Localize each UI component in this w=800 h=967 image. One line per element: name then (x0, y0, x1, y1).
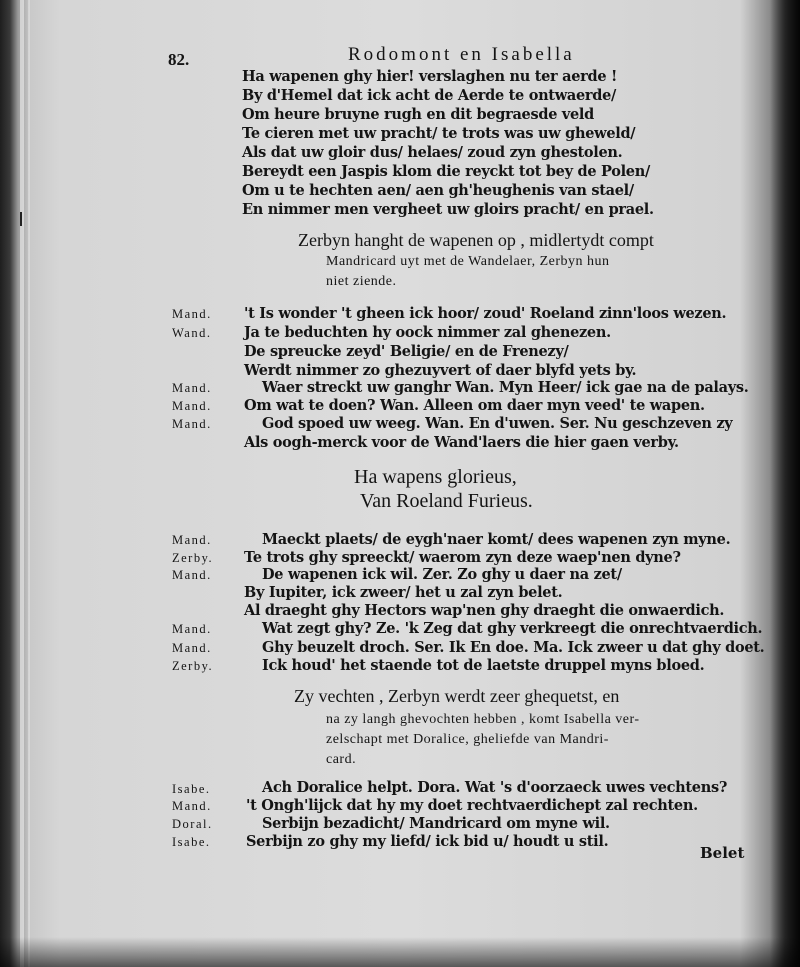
stage-direction: card. (326, 752, 357, 767)
verse-line: Te cieren met uw pracht/ te trots was uw gheweld/ (242, 125, 636, 142)
dialogue-line: Maeckt plaets/ de eygh'naer komt/ dees wapenen zyn myne. (262, 531, 731, 548)
verse-line: By d'Hemel dat ick acht de Aerde te ontwaerde/ (242, 87, 617, 104)
gutter-shadow (770, 0, 800, 967)
dialogue-line: 't Ongh'lijck dat hy my doet rechtvaerdichept zal rechten. (246, 797, 698, 814)
stage-direction: niet ziende. (326, 274, 397, 289)
speaker: Mand. (172, 533, 212, 547)
dialogue-line: Te trots ghy spreeckt/ waerom zyn deze waep'nen dyne? (244, 549, 681, 566)
stage-direction: Mandricard uyt met de Wandelaer, Zerbyn hun (326, 254, 610, 269)
stage-direction: zelschapt met Doralice, gheliefde van Mandri- (326, 732, 609, 747)
dialogue-line: Ick houd' het staende tot de laetste druppel myns bloed. (262, 657, 705, 674)
verse-line: Ha wapenen ghy hier! verslaghen nu ter aerde ! (242, 68, 618, 85)
dialogue-line: Wat zegt ghy? Ze. 'k Zeg dat ghy verkreegt die onrechtvaerdich. (262, 620, 763, 637)
dialogue-line: Al draeght ghy Hectors wap'nen ghy draeght die onwaerdich. (244, 602, 725, 619)
dialogue-line: Om wat te doen? Wan. Alleen om daer myn veed' te wapen. (244, 397, 705, 414)
speaker: Doral. (172, 817, 213, 831)
margin-mark (20, 212, 22, 226)
dialogue-line: God spoed uw weeg. Wan. En d'uwen. Ser. Nu geschzeven zy (262, 415, 733, 432)
speaker: Mand. (172, 641, 212, 655)
stage-direction: Zerbyn hanght de wapenen op , midlertydt compt (298, 230, 654, 250)
dialogue-line: By Iupiter, ick zweer/ het u zal zyn belet. (244, 584, 563, 601)
catchword: Belet (700, 844, 745, 862)
bottom-shadow (0, 937, 800, 967)
dialogue-line: Serbijn bezadicht/ Mandricard om myne wil. (262, 815, 610, 832)
dialogue-line: 't Is wonder 't gheen ick hoor/ zoud' Roeland zinn'loos wezen. (244, 305, 727, 322)
verse-line: Als dat uw gloir dus/ helaes/ zoud zyn ghestolen. (242, 144, 623, 161)
dialogue-line: Ja te beduchten hy oock nimmer zal ghenezen. (244, 324, 611, 341)
running-head: Rodomont en Isabella (348, 44, 575, 65)
page-edge (20, 0, 24, 967)
page-edge (28, 0, 30, 967)
speaker: Mand. (172, 399, 212, 413)
verse-line: En nimmer men vergheet uw gloirs pracht/ en prael. (242, 201, 654, 218)
dialogue-line: Serbijn zo ghy my liefd/ ick bid u/ houdt u stil. (246, 833, 609, 850)
speaker: Isabe. (172, 782, 211, 796)
speaker: Mand. (172, 381, 212, 395)
speaker: Zerby. (172, 551, 214, 565)
stage-direction: na zy langh ghevochten hebben , komt Isabella ver- (326, 712, 640, 727)
speaker: Isabe. (172, 835, 211, 849)
dialogue-line: Waer streckt uw ganghr Wan. Myn Heer/ ick gae na de palays. (262, 379, 749, 396)
song-title: Ha wapens glorieus, (354, 466, 517, 488)
dialogue-line: De wapenen ick wil. Zer. Zo ghy u daer na zet/ (262, 566, 622, 583)
dialogue-line: Ach Doralice helpt. Dora. Wat 's d'oorzaeck uwes vechtens? (262, 779, 728, 796)
verse-line: Bereydt een Jaspis klom die reyckt tot bey de Polen/ (242, 163, 650, 180)
speaker: Mand. (172, 568, 212, 582)
speaker: Wand. (172, 326, 212, 340)
page-number: 82. (168, 50, 190, 69)
song-title: Van Roeland Furieus. (360, 490, 533, 512)
speaker: Mand. (172, 622, 212, 636)
dialogue-line: Als oogh-merck voor de Wand'laers die hier gaen verby. (244, 434, 679, 451)
speaker: Mand. (172, 799, 212, 813)
speaker: Zerby. (172, 659, 214, 673)
speaker: Mand. (172, 417, 212, 431)
stage-direction: Zy vechten , Zerbyn werdt zeer ghequetst, en (294, 686, 620, 706)
verse-line: Om u te hechten aen/ aen gh'heughenis van stael/ (242, 182, 634, 199)
dialogue-line: Ghy beuzelt droch. Ser. Ik En doe. Ma. Ick zweer u dat ghy doet. (262, 639, 765, 656)
speaker: Mand. (172, 307, 212, 321)
dialogue-line: Werdt nimmer zo ghezuyvert of daer blyfd yets by. (244, 362, 637, 379)
dialogue-line: De spreucke zeyd' Beligie/ en de Frenezy/ (244, 343, 569, 360)
verse-line: Om heure bruyne rugh en dit begraesde veld (242, 106, 594, 123)
